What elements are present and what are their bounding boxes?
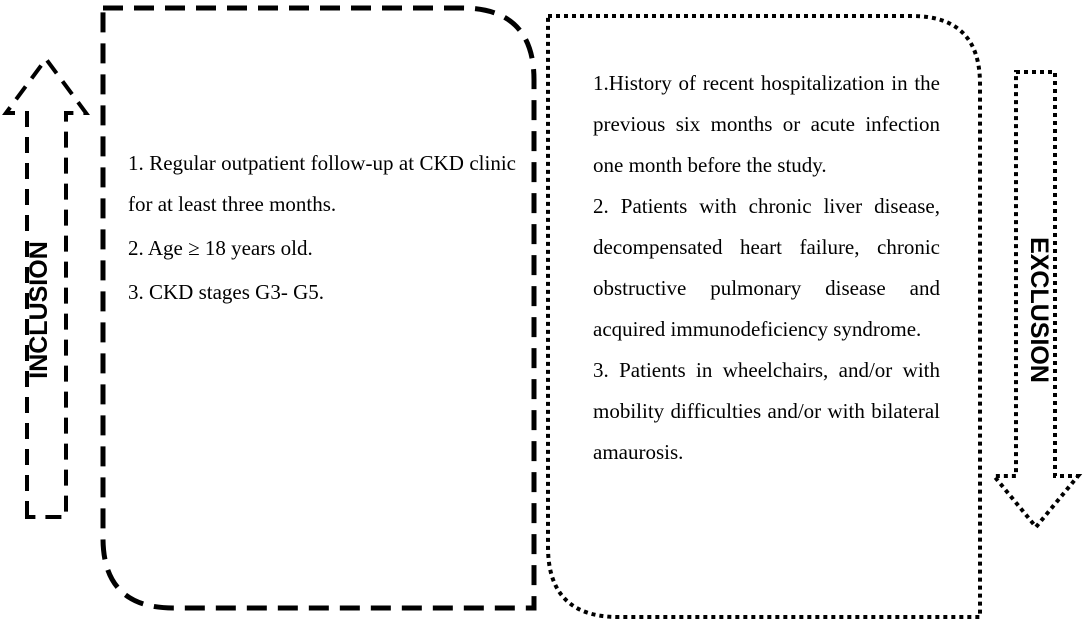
inclusion-criterion-2: 2. Age ≥ 18 years old. <box>128 236 313 260</box>
inclusion-criterion-1: 1. Regular outpatient follow-up at CKD clinic for at least three months. <box>128 151 516 216</box>
exclusion-criterion-2: 2. Patients with chronic liver disease, decompensated heart failure, chronic obstructive pulmonary disease and acquired immunodeficiency syndrome. <box>593 194 940 341</box>
inclusion-criterion-3: 3. CKD stages G3- G5. <box>128 280 324 304</box>
exclusion-label-text: EXCLUSION <box>1025 237 1053 383</box>
exclusion-criteria <box>593 63 940 473</box>
inclusion-criteria <box>128 143 516 313</box>
exclusion-criterion-1: 1.History of recent hospitalization in the previous six months or acute infection one month before the study. <box>593 71 940 177</box>
inclusion-label-text: INCLUSION <box>25 241 53 379</box>
exclusion-criterion-3: 3. Patients in wheelchairs, and/or with mobility difficulties and/or with bilateral amaurosis. <box>593 358 940 464</box>
